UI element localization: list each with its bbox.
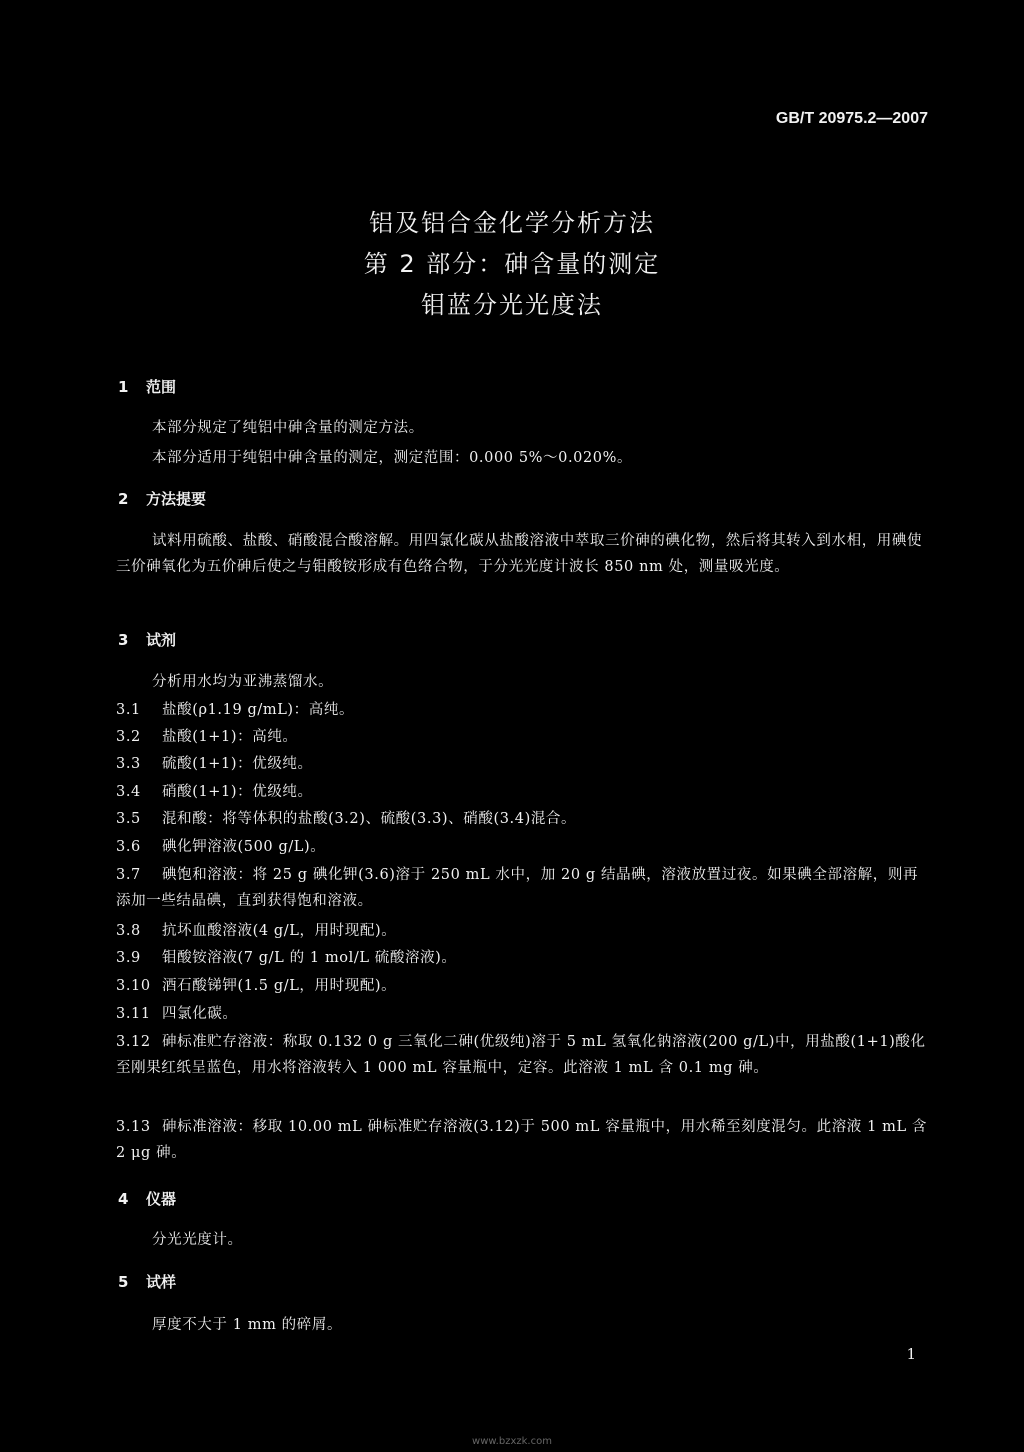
- reagent-item: 3.13 砷标准溶液：移取 10.00 mL 砷标准贮存溶液(3.12)于 500 mL 容量瓶中，用水稀至刻度混匀。此溶液 1 mL 含 2 μg 砷。: [116, 1119, 928, 1161]
- document-title-line2: 第 2 部分：砷含量的测定: [363, 250, 661, 278]
- reagent-item: 3.4 硝酸(1+1)：优级纯。: [116, 784, 313, 800]
- reagent-item: 3.2 盐酸(1+1)：高纯。: [116, 729, 298, 745]
- reagent-item: 3.10 酒石酸锑钾(1.5 g/L，用时现配)。: [116, 978, 397, 994]
- section-heading-method: [118, 488, 206, 509]
- section-number: 2: [118, 490, 129, 508]
- section-number: 3: [118, 631, 129, 649]
- section-heading-reagents: [118, 629, 176, 650]
- reagent-item: 3.6 碘化钾溶液(500 g/L)。: [116, 839, 326, 855]
- section-number: 5: [118, 1273, 129, 1291]
- section-heading-scope: [118, 376, 176, 397]
- section-title: 试样: [146, 1273, 177, 1291]
- scope-paragraph-1: 本部分规定了纯铝中砷含量的测定方法。: [152, 420, 424, 436]
- reagents-intro: 分析用水均为亚沸蒸馏水。: [152, 674, 334, 690]
- method-paragraph: 试料用硫酸、盐酸、硝酸混合酸溶解。用四氯化碳从盐酸溶液中萃取三价砷的碘化物，然后将其转入到水相，用碘使三价砷氧化为五价砷后使之与钼酸铵形成有色络合物，于分光光度计波长 850 nm 处，测量吸光度。: [116, 533, 923, 575]
- document-title-line3: 钼蓝分光光度法: [421, 291, 603, 319]
- section-title: 方法提要: [146, 490, 207, 508]
- sample-paragraph: 厚度不大于 1 mm 的碎屑。: [152, 1317, 343, 1333]
- section-number: 4: [118, 1190, 129, 1208]
- page-number: 1: [906, 1345, 916, 1363]
- standard-code: GB/T 20975.2—2007: [775, 110, 928, 127]
- apparatus-paragraph: 分光光度计。: [152, 1232, 243, 1248]
- reagent-item: 3.11 四氯化碳。: [116, 1006, 238, 1022]
- reagent-item: 3.9 钼酸铵溶液(7 g/L 的 1 mol/L 硫酸溶液)。: [116, 950, 457, 966]
- reagent-item: 3.8 抗坏血酸溶液(4 g/L，用时现配)。: [116, 923, 397, 939]
- reagent-item: 3.12 砷标准贮存溶液：称取 0.132 0 g 三氧化二砷(优级纯)溶于 5 mL 氢氧化钠溶液(200 g/L)中，用盐酸(1+1)酸化至刚果红纸呈蓝色，用水将溶液转入 1 000 mL 容量瓶中，定容。此溶液 1 mL 含 0.1 mg 砷。: [116, 1034, 926, 1076]
- document-title-line1: 铝及铝合金化学分析方法: [369, 209, 655, 237]
- scope-paragraph-2: 本部分适用于纯铝中砷含量的测定，测定范围：0.000 5%～0.020%。: [152, 450, 633, 466]
- section-title: 仪器: [146, 1190, 177, 1208]
- reagent-item: 3.5 混和酸：将等体积的盐酸(3.2)、硫酸(3.3)、硝酸(3.4)混合。: [116, 811, 577, 827]
- reagent-item: 3.1 盐酸(ρ1.19 g/mL)：高纯。: [116, 702, 355, 718]
- reagent-item: 3.7 碘饱和溶液：将 25 g 碘化钾(3.6)溶于 250 mL 水中，加 20 g 结晶碘，溶液放置过夜。如果碘全部溶解，则再添加一些结晶碘，直到获得饱和溶液。: [116, 867, 919, 909]
- section-number: 1: [118, 378, 129, 396]
- section-title: 范围: [146, 378, 177, 396]
- watermark-text: www.bzxzk.com: [472, 1436, 552, 1447]
- section-heading-sample: [118, 1271, 176, 1292]
- section-title: 试剂: [146, 631, 177, 649]
- section-heading-apparatus: [118, 1188, 176, 1209]
- reagent-item: 3.3 硫酸(1+1)：优级纯。: [116, 756, 313, 772]
